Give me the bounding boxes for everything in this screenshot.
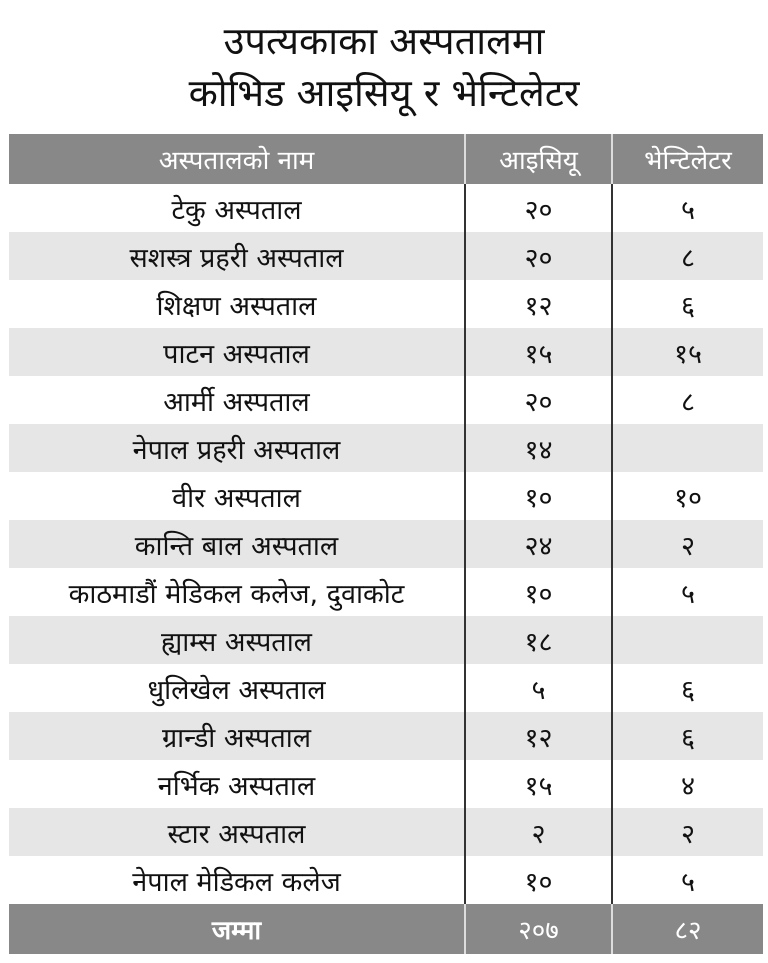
ventilator-count-cell: ५ — [612, 856, 763, 904]
icu-count-cell: २० — [465, 376, 612, 424]
hospital-name-cell: काठमाडौं मेडिकल कलेज, दुवाकोट — [9, 568, 465, 616]
icu-count-cell: २० — [465, 232, 612, 280]
table-row — [9, 712, 763, 760]
hospital-name-cell: कान्ति बाल अस्पताल — [9, 520, 465, 568]
ventilator-count-cell: ४ — [612, 760, 763, 808]
hospital-name-cell: शिक्षण अस्पताल — [9, 280, 465, 328]
header-hospital-name: अस्पतालको नाम — [9, 134, 465, 184]
ventilator-count-cell: ८ — [612, 232, 763, 280]
hospital-icu-ventilator-table — [9, 134, 763, 954]
icu-count-cell: १२ — [465, 712, 612, 760]
hospital-name-cell: आर्मी अस्पताल — [9, 376, 465, 424]
icu-count-cell: १४ — [465, 424, 612, 472]
hospital-name-cell: ग्रान्डी अस्पताल — [9, 712, 465, 760]
ventilator-count-cell: ८ — [612, 376, 763, 424]
hospital-name-cell: ह्याम्स अस्पताल — [9, 616, 465, 664]
ventilator-count-cell — [612, 424, 763, 472]
ventilator-count-cell — [612, 616, 763, 664]
table-header-row — [9, 134, 763, 184]
table-total-row — [9, 904, 763, 954]
hospital-name-cell: स्टार अस्पताल — [9, 808, 465, 856]
ventilator-count-cell: २ — [612, 808, 763, 856]
hospital-name-cell: धुलिखेल अस्पताल — [9, 664, 465, 712]
hospital-name-cell: टेकु अस्पताल — [9, 184, 465, 232]
table-row — [9, 232, 763, 280]
ventilator-count-cell: ५ — [612, 184, 763, 232]
icu-count-cell: २ — [465, 808, 612, 856]
table-row — [9, 760, 763, 808]
icu-count-cell: १२ — [465, 280, 612, 328]
header-icu: आइसियू — [465, 134, 612, 184]
ventilator-count-cell: १० — [612, 472, 763, 520]
table-row — [9, 472, 763, 520]
icu-count-cell: १० — [465, 472, 612, 520]
table-row — [9, 280, 763, 328]
table-row — [9, 184, 763, 232]
total-label: जम्मा — [9, 904, 465, 954]
hospital-name-cell: नेपाल प्रहरी अस्पताल — [9, 424, 465, 472]
title-line-1: उपत्यकाका अस्पतालमा — [223, 19, 545, 63]
icu-count-cell: २० — [465, 184, 612, 232]
icu-count-cell: १० — [465, 568, 612, 616]
icu-count-cell: ५ — [465, 664, 612, 712]
icu-count-cell: १५ — [465, 328, 612, 376]
total-ventilator: ८२ — [612, 904, 763, 954]
table-row — [9, 520, 763, 568]
hospital-name-cell: नर्भिक अस्पताल — [9, 760, 465, 808]
ventilator-count-cell: ६ — [612, 712, 763, 760]
title-line-2: कोभिड आइसियू र भेन्टिलेटर — [188, 71, 580, 115]
ventilator-count-cell: १५ — [612, 328, 763, 376]
table-row — [9, 376, 763, 424]
ventilator-count-cell: ५ — [612, 568, 763, 616]
table-row — [9, 424, 763, 472]
table-row — [9, 856, 763, 904]
icu-count-cell: २४ — [465, 520, 612, 568]
total-icu: २०७ — [465, 904, 612, 954]
hospital-name-cell: सशस्त्र प्रहरी अस्पताल — [9, 232, 465, 280]
table-row — [9, 568, 763, 616]
icu-count-cell: १५ — [465, 760, 612, 808]
ventilator-count-cell: ६ — [612, 664, 763, 712]
hospital-name-cell: नेपाल मेडिकल कलेज — [9, 856, 465, 904]
icu-count-cell: १८ — [465, 616, 612, 664]
ventilator-count-cell: ६ — [612, 280, 763, 328]
table-row — [9, 808, 763, 856]
table-row — [9, 664, 763, 712]
hospital-name-cell: पाटन अस्पताल — [9, 328, 465, 376]
icu-count-cell: १० — [465, 856, 612, 904]
hospital-name-cell: वीर अस्पताल — [9, 472, 465, 520]
table-row — [9, 328, 763, 376]
ventilator-count-cell: २ — [612, 520, 763, 568]
table-row — [9, 616, 763, 664]
header-ventilator: भेन्टिलेटर — [612, 134, 763, 184]
